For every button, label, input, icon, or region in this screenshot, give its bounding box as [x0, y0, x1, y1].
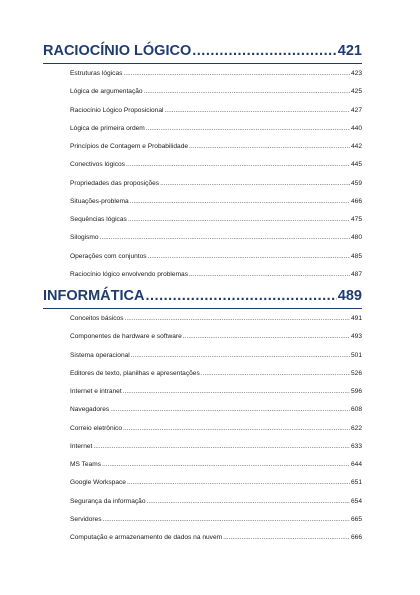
toc-entry[interactable] — [70, 247, 362, 265]
dot-leader — [223, 532, 350, 544]
entry-label: MS Teams — [70, 461, 102, 468]
entry-page-number: 466 — [350, 197, 362, 205]
dot-leader — [160, 178, 350, 190]
entry-label: Internet e intranet — [70, 388, 122, 395]
dot-leader — [93, 441, 350, 453]
entry-page-number: 622 — [350, 424, 362, 432]
entry-label: Conceitos básicos — [70, 315, 124, 322]
dot-leader — [189, 141, 350, 153]
entry-page-number: 440 — [350, 124, 362, 132]
section-entries — [70, 64, 362, 283]
entry-page-number: 459 — [350, 179, 362, 187]
toc-entry[interactable] — [70, 364, 362, 382]
dot-leader — [201, 368, 350, 380]
dot-leader — [144, 86, 350, 98]
entry-label: Componentes de hardware e software — [70, 333, 182, 341]
entry-page-number: 442 — [350, 143, 362, 150]
entry-page-number: 423 — [350, 70, 362, 77]
dot-leader — [110, 404, 350, 416]
toc-entry[interactable] — [70, 137, 362, 155]
entry-label: Silogismo — [70, 234, 99, 242]
entry-page-number: 485 — [350, 252, 362, 260]
toc-entry[interactable] — [70, 309, 362, 327]
entry-label: Raciocínio lógico envolvendo problemas — [70, 270, 189, 278]
section-title: INFORMÁTICA — [43, 288, 145, 304]
toc-entry[interactable] — [70, 492, 362, 510]
toc-entry[interactable] — [70, 64, 362, 82]
entry-page-number: 608 — [350, 406, 362, 414]
entry-label: Lógica de argumentação — [70, 88, 143, 96]
toc-entry[interactable] — [70, 192, 362, 210]
entry-page-number: 654 — [350, 497, 362, 505]
entry-label: Servidores — [70, 515, 102, 523]
toc-entry[interactable] — [70, 228, 362, 246]
dot-leader — [123, 423, 350, 435]
entry-label: Situações-problema — [70, 197, 129, 205]
toc-entry[interactable] — [70, 400, 362, 418]
dot-leader — [102, 459, 350, 471]
toc-entry[interactable] — [70, 437, 362, 455]
entry-page-number: 665 — [350, 515, 362, 523]
dot-leader — [103, 514, 350, 526]
toc-entry[interactable] — [70, 119, 362, 137]
dot-leader — [192, 40, 337, 62]
dot-leader — [123, 386, 350, 398]
section-heading[interactable] — [43, 285, 362, 307]
dot-leader — [147, 496, 350, 508]
toc-entry[interactable] — [70, 510, 362, 528]
dot-leader — [125, 313, 350, 325]
dot-leader — [146, 285, 337, 307]
section-title: RACIOCÍNIO LÓGICO — [43, 43, 192, 59]
entry-page-number: 666 — [350, 534, 362, 541]
entry-label: Estruturas lógicas — [70, 70, 123, 77]
entry-label: Google Workspace — [70, 479, 126, 487]
dot-leader — [148, 251, 350, 263]
entry-label: Raciocínio Lógico Proposicional — [70, 106, 164, 114]
entry-page-number: 480 — [350, 234, 362, 242]
toc-entry[interactable] — [70, 101, 362, 119]
section-page-number: 421 — [337, 43, 362, 59]
entry-page-number: 475 — [350, 216, 362, 223]
dot-leader — [100, 232, 350, 244]
entry-page-number: 445 — [350, 161, 362, 169]
dot-leader — [128, 214, 350, 226]
entry-page-number: 596 — [350, 388, 362, 395]
toc-section-raciocinio-logico — [43, 40, 362, 283]
toc-entry[interactable] — [70, 265, 362, 283]
entry-label: Navegadores — [70, 406, 110, 414]
entry-page-number: 633 — [350, 442, 362, 450]
section-page-number: 489 — [337, 288, 362, 304]
dot-leader — [130, 196, 350, 208]
toc-entry[interactable] — [70, 174, 362, 192]
dot-leader — [164, 105, 350, 117]
entry-label: Operações com conjuntos — [70, 252, 147, 260]
entry-label: Editores de texto, planilhas e apresentações — [70, 369, 200, 377]
toc-section-informatica — [43, 285, 362, 546]
toc-entry[interactable] — [70, 82, 362, 100]
entry-page-number: 491 — [350, 315, 362, 322]
toc-entry[interactable] — [70, 455, 362, 473]
entry-label: Internet — [70, 442, 93, 450]
toc-entry[interactable] — [70, 528, 362, 546]
dot-leader — [123, 68, 350, 80]
entry-page-number: 427 — [350, 106, 362, 114]
dot-leader — [127, 477, 350, 489]
entry-page-number: 651 — [350, 479, 362, 487]
toc-entry[interactable] — [70, 155, 362, 173]
entry-label: Segurança da informação — [70, 497, 146, 505]
toc-entry[interactable] — [70, 327, 362, 345]
dot-leader — [189, 269, 350, 281]
dot-leader — [146, 123, 350, 135]
toc-entry[interactable] — [70, 473, 362, 491]
entry-page-number: 644 — [350, 461, 362, 468]
entry-label: Computação e armazenamento de dados na nuvem — [70, 534, 223, 541]
dot-leader — [183, 331, 350, 343]
entry-label: Lógica de primeira ordem — [70, 124, 145, 132]
entry-label: Sequências lógicas — [70, 216, 127, 223]
entry-label: Sistema operacional — [70, 351, 130, 359]
section-heading[interactable] — [43, 40, 362, 62]
toc-entry[interactable] — [70, 210, 362, 228]
toc-entry[interactable] — [70, 346, 362, 364]
entry-label: Correio eletrônico — [70, 424, 123, 432]
entry-page-number: 526 — [350, 369, 362, 377]
toc-entry[interactable] — [70, 419, 362, 437]
entry-page-number: 425 — [350, 88, 362, 96]
section-entries — [70, 309, 362, 546]
entry-page-number: 487 — [350, 270, 362, 278]
dot-leader — [126, 159, 350, 171]
entry-page-number: 501 — [350, 351, 362, 359]
entry-page-number: 493 — [350, 333, 362, 341]
dot-leader — [131, 350, 350, 362]
entry-label: Princípios de Contagem e Probabilidade — [70, 143, 189, 150]
toc-entry[interactable] — [70, 382, 362, 400]
entry-label: Conectivos lógicos — [70, 161, 125, 169]
entry-label: Propriedades das proposições — [70, 179, 160, 187]
